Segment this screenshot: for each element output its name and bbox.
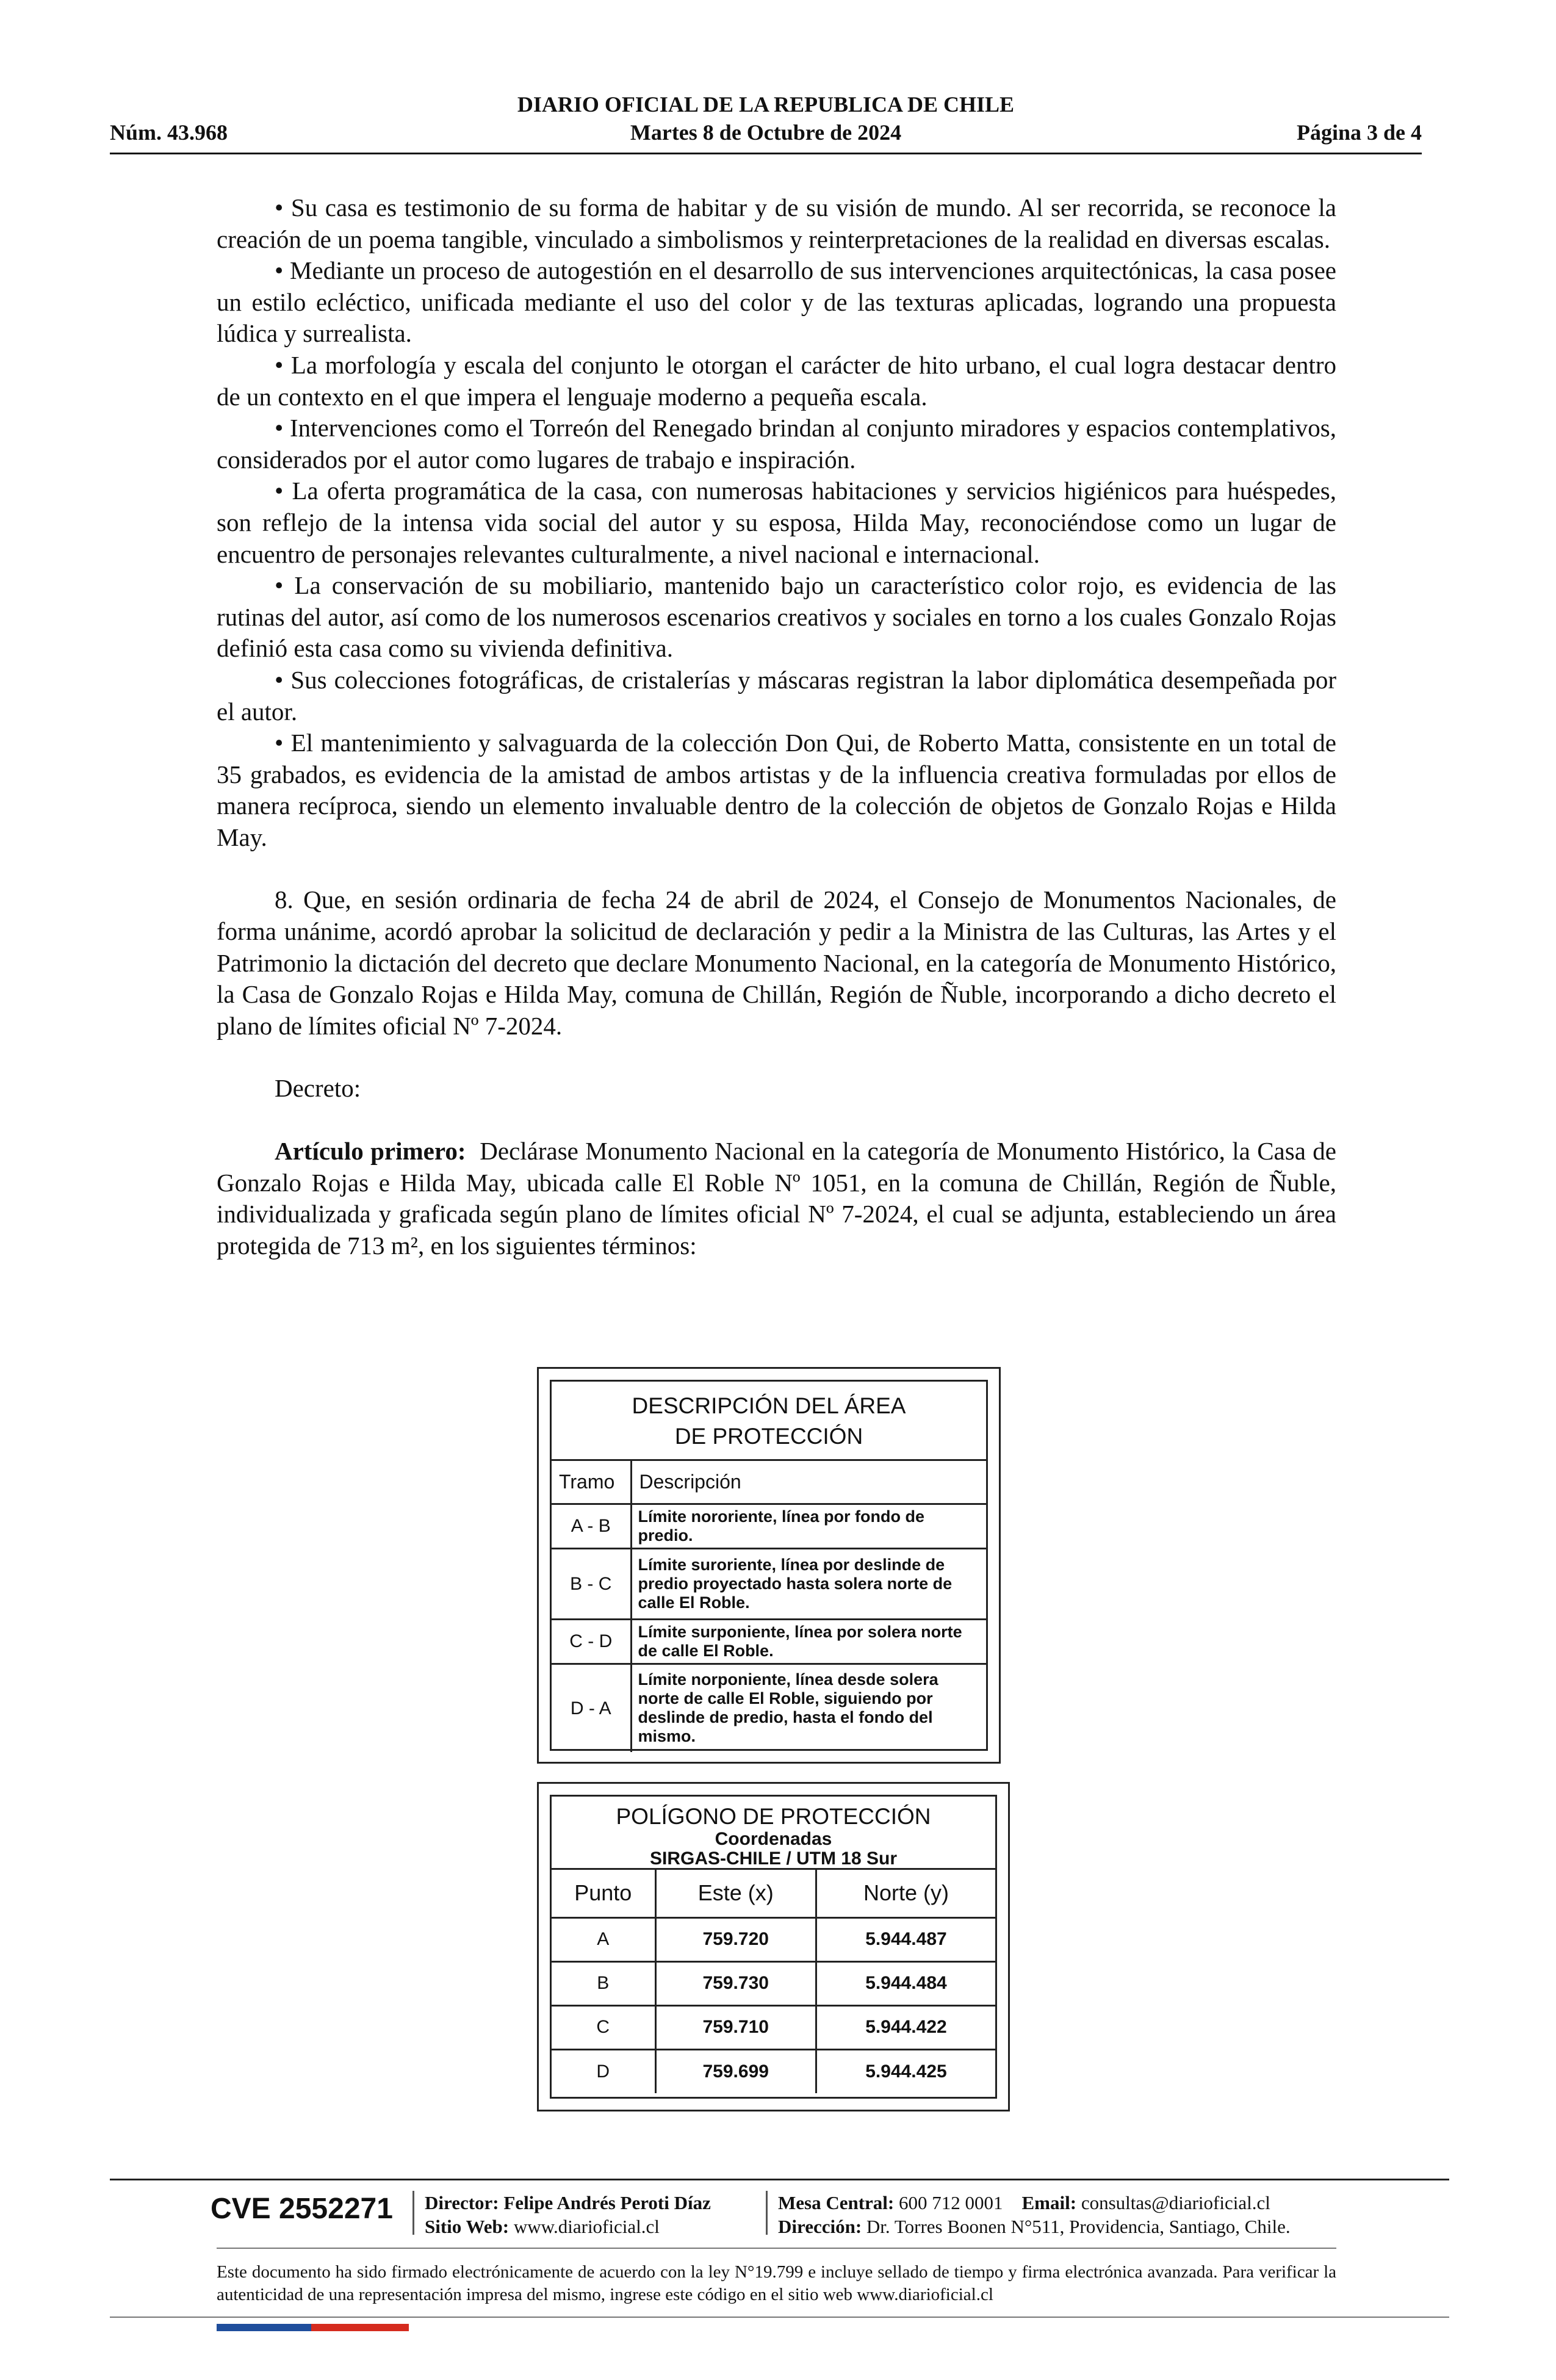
footer-rule-bottom [110,2317,1449,2318]
table-row [552,2005,995,2049]
header-rule [110,153,1422,154]
area-table-grid [552,1461,986,1752]
protection-polygon-table [537,1782,1010,2111]
punto-cell: A [552,1917,655,1961]
table-title [552,1797,995,1870]
flag-stripe-blue [217,2324,311,2331]
col-header-este: Este (x) [655,1870,816,1917]
col-header-norte: Norte (y) [816,1870,995,1917]
director-name: Felipe Andrés Peroti Díaz [503,2192,711,2213]
table-frame [550,1795,997,2099]
table-row [552,1664,986,1752]
table-row [552,1619,986,1664]
este-cell: 759.730 [655,1961,816,2005]
col-header-descripcion: Descripción [631,1461,986,1504]
este-cell: 759.699 [655,2049,816,2093]
col-header-punto: Punto [552,1870,655,1917]
table-row [552,1961,995,2005]
bullet-paragraph: • La morfología y escala del conjunto le otorgan el carácter de hito urbano, el cual logra destacar dentro de un contexto en el que impera el lenguaje moderno a pequeña escala. [217,350,1336,411]
article-first [217,1136,1336,1261]
bullet-paragraph: • Mediante un proceso de autogestión en el desarrollo de sus intervenciones arquitectónicas, la casa posee un estilo ecléctico, unificada mediante el uso del color y de las texturas aplicadas, logrando una propuesta lúdica y surrealista. [217,256,1336,348]
article-label: Artículo primero: [275,1137,466,1166]
desc-cell: Límite nororiente, línea por fondo de predio. [631,1504,986,1548]
bullet-paragraph: • La oferta programática de la casa, con numerosas habitaciones y servicios higiénicos para huéspedes, son reflejo de la intensa vida social del autor y su esposa, Hilda May, reconociéndose como un lugar de encuentro de personajes relevantes culturalmente, a nivel nacional e internacional. [217,477,1336,568]
table-row [552,1504,986,1548]
footer-rule-top [110,2179,1449,2180]
norte-cell: 5.944.422 [816,2005,995,2049]
bullet-paragraph: • Su casa es testimonio de su forma de habitar y de su visión de mundo. Al ser recorrida, se reconoce la creación de un poema tangible, vinculado a simbolismos y reinterpretaciones de la realidad en diversas escalas. [217,193,1336,253]
table-title-line: DESCRIPCIÓN DEL ÁREA [632,1393,906,1418]
spacer [217,853,1336,884]
norte-cell: 5.944.484 [816,1961,995,2005]
este-cell: 759.720 [655,1917,816,1961]
page-header [110,92,1422,159]
page-indicator: Página 3 de 4 [1296,120,1422,145]
mesa-label: Mesa Central: [778,2192,895,2213]
web-label: Sitio Web: [425,2216,510,2237]
issue-date: Martes 8 de Octubre de 2024 [630,120,902,145]
footer-divider [766,2191,768,2235]
punto-cell: C [552,2005,655,2049]
bullet-paragraph: • El mantenimiento y salvaguarda de la colección Don Qui, de Roberto Matta, consistente en un total de 35 grabados, es evidencia de la amistad de ambos artistas y de la influencia creativa formuladas por ellos de manera recíproca, siendo un elemento invaluable dentro de la colección de objetos de Gonzalo Rojas e Hilda May. [217,729,1336,851]
address-text: Dr. Torres Boonen N°511, Providencia, Santiago, Chile. [866,2216,1291,2237]
tramo-cell: A - B [552,1504,631,1548]
area-description-table [537,1367,1001,1764]
footer-director-block [425,2191,711,2238]
table-header-row [552,1870,995,1917]
table-title-line: DE PROTECCIÓN [674,1424,863,1449]
table-frame [550,1380,988,1751]
spacer [217,1042,1336,1073]
tramo-cell: B - C [552,1548,631,1619]
punto-cell: B [552,1961,655,2005]
footer-divider [412,2191,414,2235]
table-row [552,1917,995,1961]
decreto-label: Decreto: [275,1074,361,1103]
table-subtitle: Coordenadas [715,1829,832,1849]
table-row [552,1548,986,1619]
bullet-paragraph: • La conservación de su mobiliario, mantenido bajo un característico color rojo, es evidencia de las rutinas del autor, así como de los numerosos escenarios creativos y sociales en torno a los cuales Gonzalo Rojas definió esta casa como su vivienda definitiva. [217,571,1336,663]
table-title [552,1382,986,1461]
cve-code: CVE 2552271 [211,2193,393,2225]
norte-cell: 5.944.487 [816,1917,995,1961]
paragraph-8: 8. Que, en sesión ordinaria de fecha 24 de abril de 2024, el Consejo de Monumentos Nacionales, de forma unánime, acordó aprobar la solicitud de declaración y pedir a la Ministra de las Culturas, las Artes y el Patrimonio la dictación del decreto que declare Monumento Nacional, en la categoría de Monumento Histórico, la Casa de Gonzalo Rojas e Hilda May, comuna de Chillán, Región de Ñuble, incorporando a dicho decreto el plano de límites oficial Nº 7-2024. [217,885,1336,1040]
desc-cell: Límite suroriente, línea por deslinde de predio proyectado hasta solera norte de calle El Roble. [631,1548,986,1619]
spacer [217,1105,1336,1136]
col-header-tramo: Tramo [552,1461,631,1504]
table-row [552,2049,995,2093]
email-link[interactable]: consultas@diarioficial.cl [1081,2192,1270,2213]
director-label: Director: [425,2192,499,2213]
document-body [217,192,1336,1261]
newspaper-title: DIARIO OFICIAL DE LA REPUBLICA DE CHILE [517,92,1015,117]
norte-cell: 5.944.425 [816,2049,995,2093]
tramo-cell: D - A [552,1664,631,1752]
desc-cell: Límite norponiente, línea desde solera norte de calle El Roble, siguiendo por deslinde de predio, hasta el fondo del mismo. [631,1664,986,1752]
polygon-table-grid [552,1870,995,2093]
footer-contact-block [778,2191,1291,2238]
web-link[interactable]: www.diarioficial.cl [513,2216,660,2237]
bullet-paragraph: • Intervenciones como el Torreón del Renegado brindan al conjunto miradores y espacios contemplativos, considerados por el autor como lugares de trabajo e inspiración. [217,414,1336,474]
footer-rule-mid [217,2248,1336,2249]
punto-cell: D [552,2049,655,2093]
email-label: Email: [1021,2192,1077,2213]
bullet-paragraph: • Sus colecciones fotográficas, de cristalerías y máscaras registran la labor diplomática desempeñada por el autor. [217,665,1336,726]
issue-number: Núm. 43.968 [110,120,228,145]
tramo-cell: C - D [552,1619,631,1664]
desc-cell: Límite surponiente, línea por solera norte de calle El Roble. [631,1619,986,1664]
article-text: Declárase Monumento Nacional en la categoría de Monumento Histórico, la Casa de Gonzalo Rojas e Hilda May, ubicada calle El Roble Nº 1051, en la comuna de Chillán, Región de Ñuble, individualizada y graficada según plano de límites oficial Nº 7-2024, el cual se adjunta, estableciendo un área protegida de 713 m², en los siguientes términos: [217,1137,1336,1260]
table-subtitle: SIRGAS-CHILE / UTM 18 Sur [649,1848,898,1869]
table-title-line: POLÍGONO DE PROTECCIÓN [616,1804,931,1829]
mesa-phone: 600 712 0001 [899,2192,1003,2213]
flag-stripe-red [311,2324,409,2331]
signature-note: Este documento ha sido firmado electrónicamente de acuerdo con la ley N°19.799 e incluye sellado de tiempo y firma electrónica avanzada. Para verificar la autenticidad de una representación impresa del mismo, ingrese este código en el sitio web www.diarioficial.cl [217,2262,1336,2304]
address-label: Dirección: [778,2216,862,2237]
este-cell: 759.710 [655,2005,816,2049]
table-header-row [552,1461,986,1504]
